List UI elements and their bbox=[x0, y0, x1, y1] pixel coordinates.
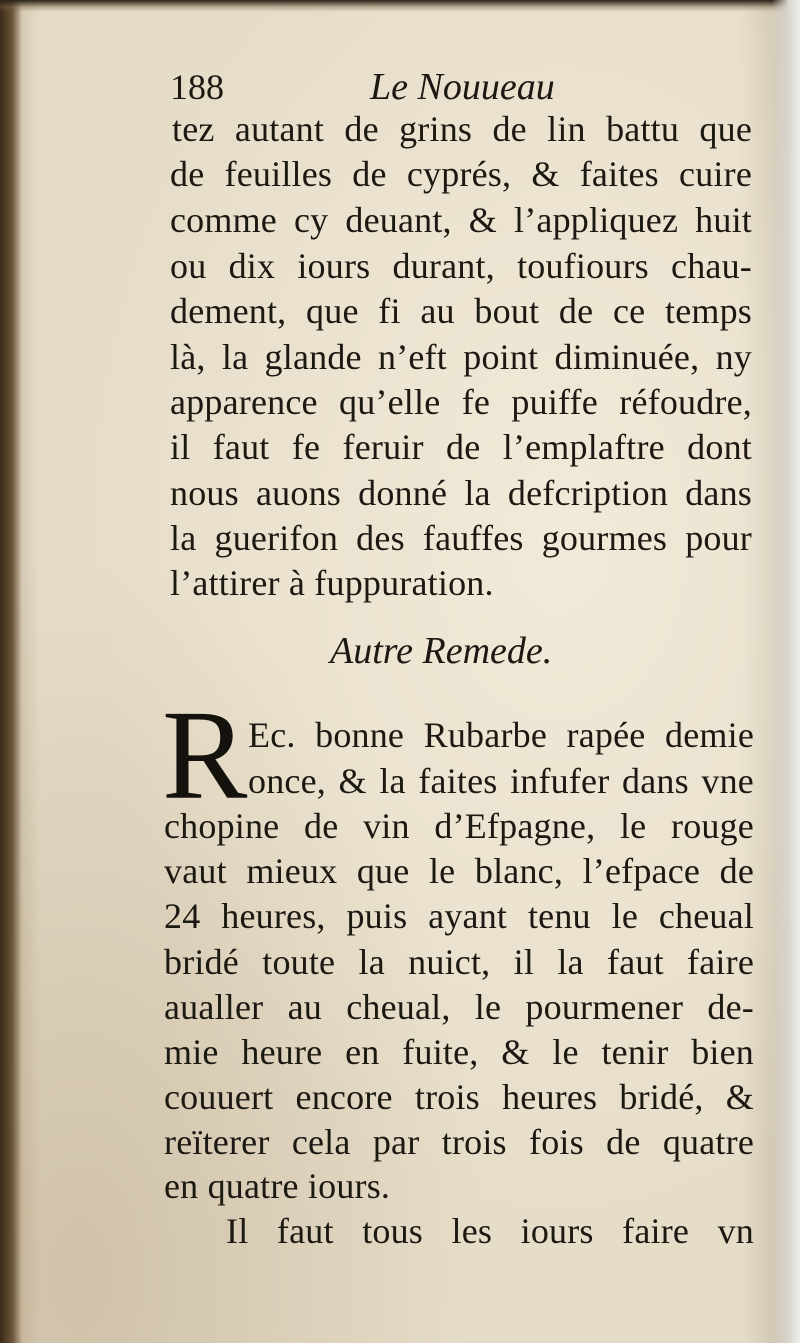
text-line: vaut mieux que le blanc, l’efpace de bbox=[164, 851, 754, 891]
text-line: tez autant de grins de lin battu que bbox=[172, 109, 752, 149]
text-line: nous auons donné la defcription dans bbox=[170, 473, 752, 513]
text-line: comme cy deuant, & l’appliquez huit bbox=[170, 200, 752, 240]
text-line: mie heure en fuite, & le tenir bien bbox=[164, 1032, 754, 1072]
drop-capital: R bbox=[162, 684, 248, 826]
running-title: Le Nouueau bbox=[370, 66, 555, 108]
text-line: aualler au cheual, le pourmener de- bbox=[164, 987, 754, 1027]
text-line: 24 heures, puis ayant tenu le cheual bbox=[164, 896, 754, 936]
text-line: là, la glande n’eft point diminuée, ny bbox=[170, 337, 752, 377]
text-line: dement, que fi au bout de ce temps bbox=[170, 291, 752, 331]
text-line: Ec. bonne Rubarbe rapée demie bbox=[248, 715, 754, 755]
text-line: Il faut tous les iours faire vn bbox=[226, 1211, 754, 1251]
text-line: en quatre iours. bbox=[164, 1166, 391, 1206]
text-line: l’attirer à fuppuration. bbox=[170, 563, 494, 603]
section-heading: Autre Remede. bbox=[330, 630, 553, 672]
text-line: reïterer cela par trois fois de quatre bbox=[164, 1122, 754, 1162]
text-line: bridé toute la nuict, il la faut faire bbox=[164, 942, 754, 982]
text-line: il faut fe feruir de l’emplaftre dont bbox=[170, 427, 752, 467]
text-line: once, & la faites infufer dans vne bbox=[248, 761, 754, 801]
page-number: 188 bbox=[170, 67, 224, 107]
text-line: la guerifon des fauffes gourmes pour bbox=[170, 518, 752, 558]
text-line: ou dix iours durant, toufiours chau- bbox=[170, 246, 752, 286]
text-line: chopine de vin d’Efpagne, le rouge bbox=[164, 806, 754, 846]
text-line: apparence qu’elle fe puiffe réfoudre, bbox=[170, 382, 752, 422]
text-line: couuert encore trois heures bridé, & bbox=[164, 1077, 754, 1117]
text-line: de feuilles de cyprés, & faites cuire bbox=[170, 154, 752, 194]
